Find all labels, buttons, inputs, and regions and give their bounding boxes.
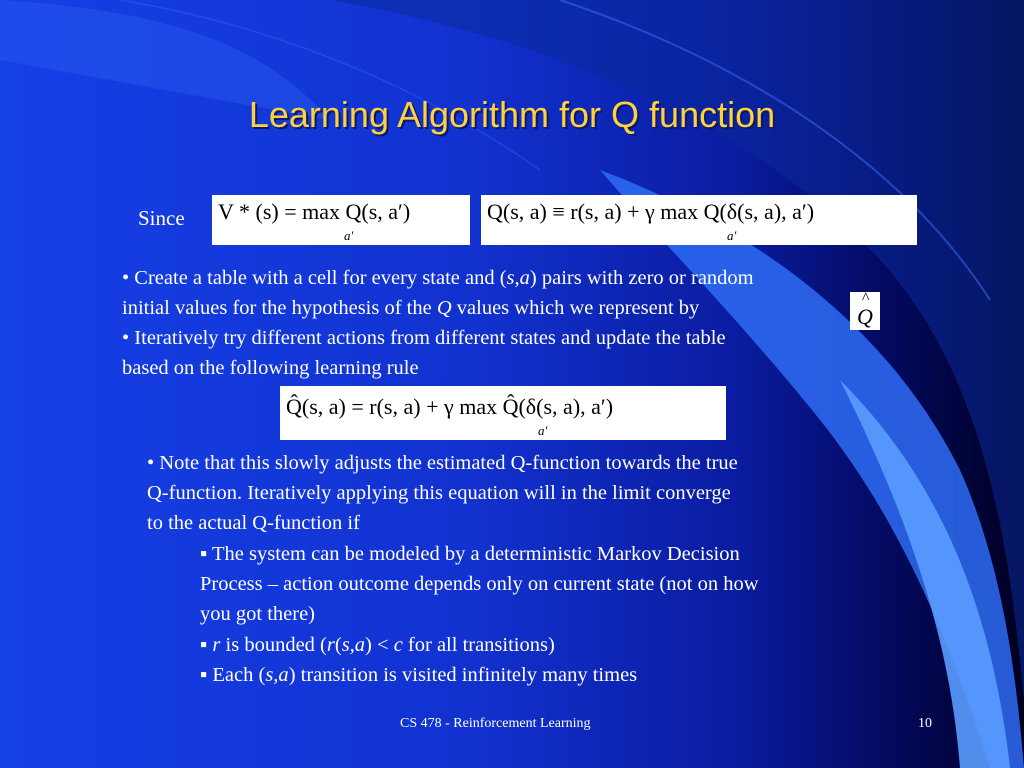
bullet-iterate-text-2: based on the following learning rule [122,357,419,379]
footer-course: CS 478 - Reinforcement Learning [400,716,591,731]
sub-bullet-visited [200,660,637,690]
sub-bullet-markov [200,539,759,629]
bullet-iterate [122,323,726,383]
sub-bullet-bounded-c: c [393,634,403,656]
bullet-note-text-1: • Note that this slowly adjusts the estimated Q-function towards the true [147,452,738,474]
sub-bullet-bounded-mid: is bounded ( [220,634,327,656]
bullet-create-table-text-2: ) pairs with zero or random [529,267,754,289]
bullet-note-text-2: Q-function. Iteratively applying this equation will in the limit converge [147,482,731,504]
sub-bullet-bounded-lt: ) < [365,634,394,656]
sub-bullet-markov-text-2: Process – action outcome depends only on current state (not on how [200,573,759,595]
sub-bullet-visited-sa: s,a [265,664,289,686]
value-function-subscript: a′ [344,228,354,243]
sub-bullet-markov-text-3: you got there) [200,603,315,625]
bullet-note-text-3: to the actual Q-function if [147,512,360,534]
bullet-create-table-sa: s,a [506,267,530,289]
q-hat-symbol: ^ Q [850,292,880,330]
since-label: Since [138,206,185,230]
learning-rule-equation-text: Q̂(s, a) = r(s, a) + γ max Q̂(δ(s, a), a′) [286,394,614,419]
sub-bullet-bounded-paren: ( [334,634,342,656]
bullet-iterate-text-1: • Iteratively try different actions from different states and update the table [122,327,726,349]
learning-rule-equation [280,386,726,440]
page-number: 10 [918,716,932,731]
sub-bullet-visited-pre: ▪ Each ( [200,664,266,686]
sub-bullet-bounded-r2: r [326,634,335,656]
bullet-note [147,448,738,538]
sub-bullet-bounded [200,630,555,660]
sub-bullet-visited-post: ) transition is visited infinitely many times [288,664,638,686]
sub-bullet-bounded-sa: s,a [341,634,366,656]
sub-bullet-bounded-tail: for all transitions) [402,634,555,656]
value-function-equation-text: V * (s) = max Q(s, a′) [218,199,411,224]
q-definition-equation-text: Q(s, a) ≡ r(s, a) + γ max Q(δ(s, a), a′) [487,199,815,224]
value-function-equation [212,195,470,245]
learning-rule-subscript: a′ [538,423,548,438]
slide-title: Learning Algorithm for Q function [248,94,776,135]
q-definition-equation [481,195,917,245]
bullet-create-table-text-3: initial values for the hypothesis of the [122,297,437,319]
bullet-create-table-text-4: values which we represent by [451,297,700,319]
bullet-create-table [122,263,754,323]
sub-bullet-markov-text-1: ▪ The system can be modeled by a deterministic Markov Decision [200,543,740,565]
sub-bullet-bounded-marker: ▪ [200,634,213,656]
bullet-create-table-text-1: • Create a table with a cell for every state and ( [122,267,507,289]
bullet-create-table-q: Q [436,297,452,319]
sub-bullet-bounded-r: r [212,634,221,656]
q-definition-subscript: a′ [727,228,737,243]
